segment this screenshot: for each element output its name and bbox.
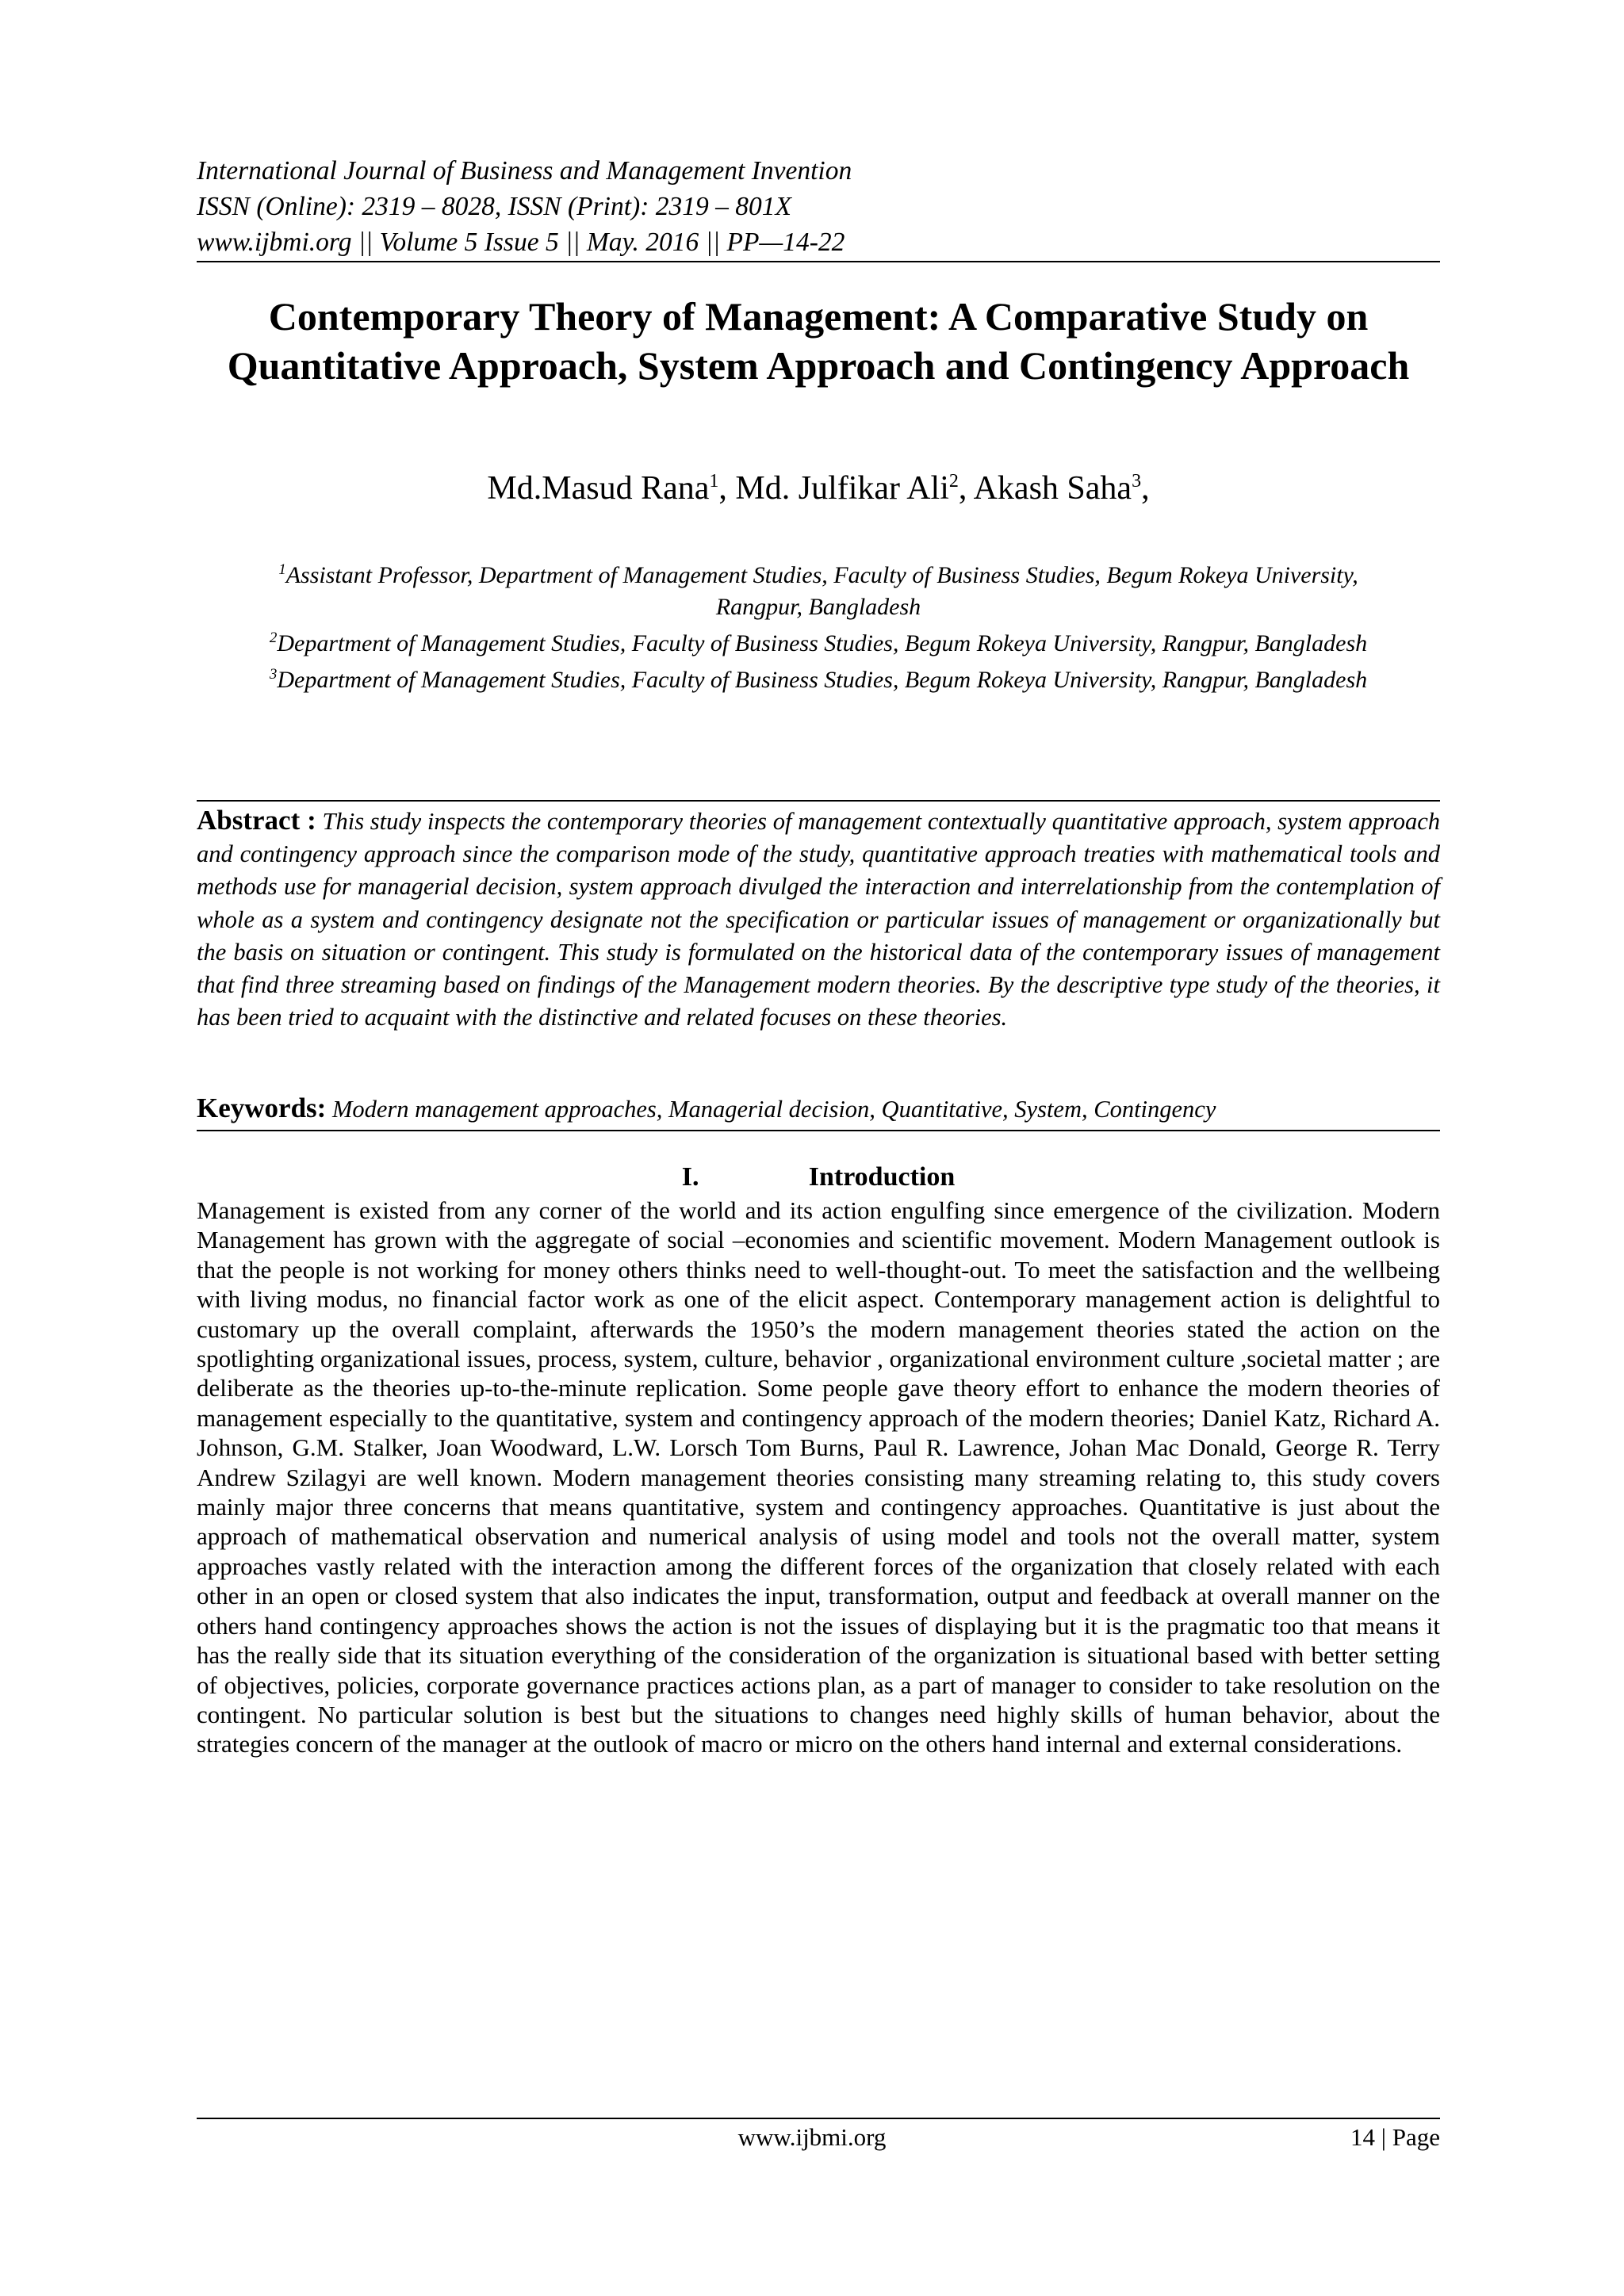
affiliation-text: Department of Management Studies, Faculty of Business Studies, Begum Rokeya University, Rangpur, Bangladesh <box>277 667 1368 693</box>
affiliation-text: Department of Management Studies, Faculty of Business Studies, Begum Rokeya University, Rangpur, Bangladesh <box>277 630 1368 656</box>
author-separator: , <box>958 470 974 507</box>
paper-title: Contemporary Theory of Management: A Comparative Study on Quantitative Approach, System Approach and Contingency Approach <box>227 294 1410 388</box>
footer-website: www.ijbmi.org <box>737 2123 887 2151</box>
affiliation-mark: 2 <box>269 629 278 646</box>
affiliation <box>238 664 1399 696</box>
abstract-divider <box>197 800 1440 802</box>
affiliation-mark: 3 <box>269 666 278 683</box>
author-mark: 2 <box>948 471 959 492</box>
journal-header <box>197 153 1440 260</box>
keywords <box>197 1091 1440 1127</box>
page-number: 14 | Page <box>1350 2123 1440 2151</box>
keywords-divider <box>197 1130 1440 1131</box>
journal-volume: www.ijbmi.org || Volume 5 Issue 5 || May. 2016 || PP—14-22 <box>197 228 845 257</box>
affiliation <box>238 560 1399 623</box>
affiliation-mark: 1 <box>278 561 286 578</box>
author-mark: 1 <box>709 471 719 492</box>
section-title: Introduction <box>808 1162 956 1192</box>
author-separator: , <box>1141 470 1150 507</box>
author-name: Akash Saha <box>973 470 1132 507</box>
affiliation <box>238 628 1399 660</box>
header-divider <box>197 261 1440 262</box>
abstract-label: Abstract : <box>197 805 316 836</box>
section-number: I. <box>681 1162 699 1192</box>
footer-divider <box>197 2118 1440 2119</box>
author-name: Md.Masud Rana <box>487 470 710 507</box>
introduction-paragraph: Management is existed from any corner of the world and its action engulfing since emergence of the civilization. Modern Management has grown with the aggregate of social –economies and scientific movement. Modern Management outlook is that the people is not working for money others thinks need to well-thought-out. To meet the satisfaction and the wellbeing with living modus, no financial factor work as one of the elicit aspect. Contemporary management action is delightful to customary up the overall complaint, afterwards the 1950’s the modern management theories stated the action on the spotlighting organizational issues, process, system, culture, behavior , organizational environment culture ,societal matter ; are deliberate as the theories up-to-the-minute replication. Some people gave theory effort to enhance the modern theories of management especially to the quantitative, system and contingency approach of the modern theories; Daniel Katz, Richard A. Johnson, G.M. Stalker, Joan Woodward, L.W. Lorsch Tom Burns, Paul R. Lawrence, Johan Mac Donald, George R. Terry Andrew Szilagyi are well known. Modern management theories consisting many streaming relating to, this study covers mainly major three concerns that means quantitative, system and contingency approaches. Quantitative is just about the approach of mathematical observation and numerical analysis of using model and tools not the overall matter, system approaches vastly related with the interaction among the different forces of the organization that closely related with each other in an open or closed system that also indicates the input, transformation, output and feedback at overall manner on the others hand contingency approaches shows the action is not the issues of displaying but it is the pragmatic too that means it has the really side that its situation everything of the consideration of the organization is situational based with better setting of objectives, policies, corporate governance practices actions plan, as a part of manager to consider to take resolution on the contingent. No particular solution is best but the situations to changes need highly skills of human behavior, about the strategies concern of the manager at the outlook of macro or micro on the others hand internal and external considerations. <box>197 1196 1440 1758</box>
author-separator: , <box>718 470 736 507</box>
author-mark: 3 <box>1132 471 1142 492</box>
abstract <box>197 804 1440 1034</box>
affiliation-list <box>238 560 1399 701</box>
keywords-label: Keywords: <box>197 1093 327 1123</box>
journal-name: International Journal of Business and Management Invention <box>197 156 852 186</box>
abstract-text: This study inspects the contemporary theories of management contextually quantitative approach, system approach and contingency approach since the comparison mode of the study, quantitative approach treaties with mathematical tools and methods use for managerial decision, system approach divulged the interaction and interrelationship from the contemplation of whole as a system and contingency designate not the specification or particular issues of management or organizationally but the basis on situation or contingent. This study is formulated on the historical data of the contemporary issues of management that find three streaming based on findings of the Management modern theories. By the descriptive type study of the theories, it has been tried to acquaint with the distinctive and related focuses on these theories. <box>197 808 1441 1031</box>
section-heading <box>197 1160 1440 1195</box>
journal-issn: ISSN (Online): 2319 – 8028, ISSN (Print): 2319 – 801X <box>197 192 791 221</box>
author-name: Md. Julfikar Ali <box>735 470 949 507</box>
keywords-text: Modern management approaches, Managerial decision, Quantitative, System, Contingency <box>331 1096 1216 1123</box>
author-list <box>197 468 1440 509</box>
affiliation-text: Assistant Professor, Department of Management Studies, Faculty of Business Studies, Begum Rokeya University, Rangpur, Bangladesh <box>285 562 1358 620</box>
